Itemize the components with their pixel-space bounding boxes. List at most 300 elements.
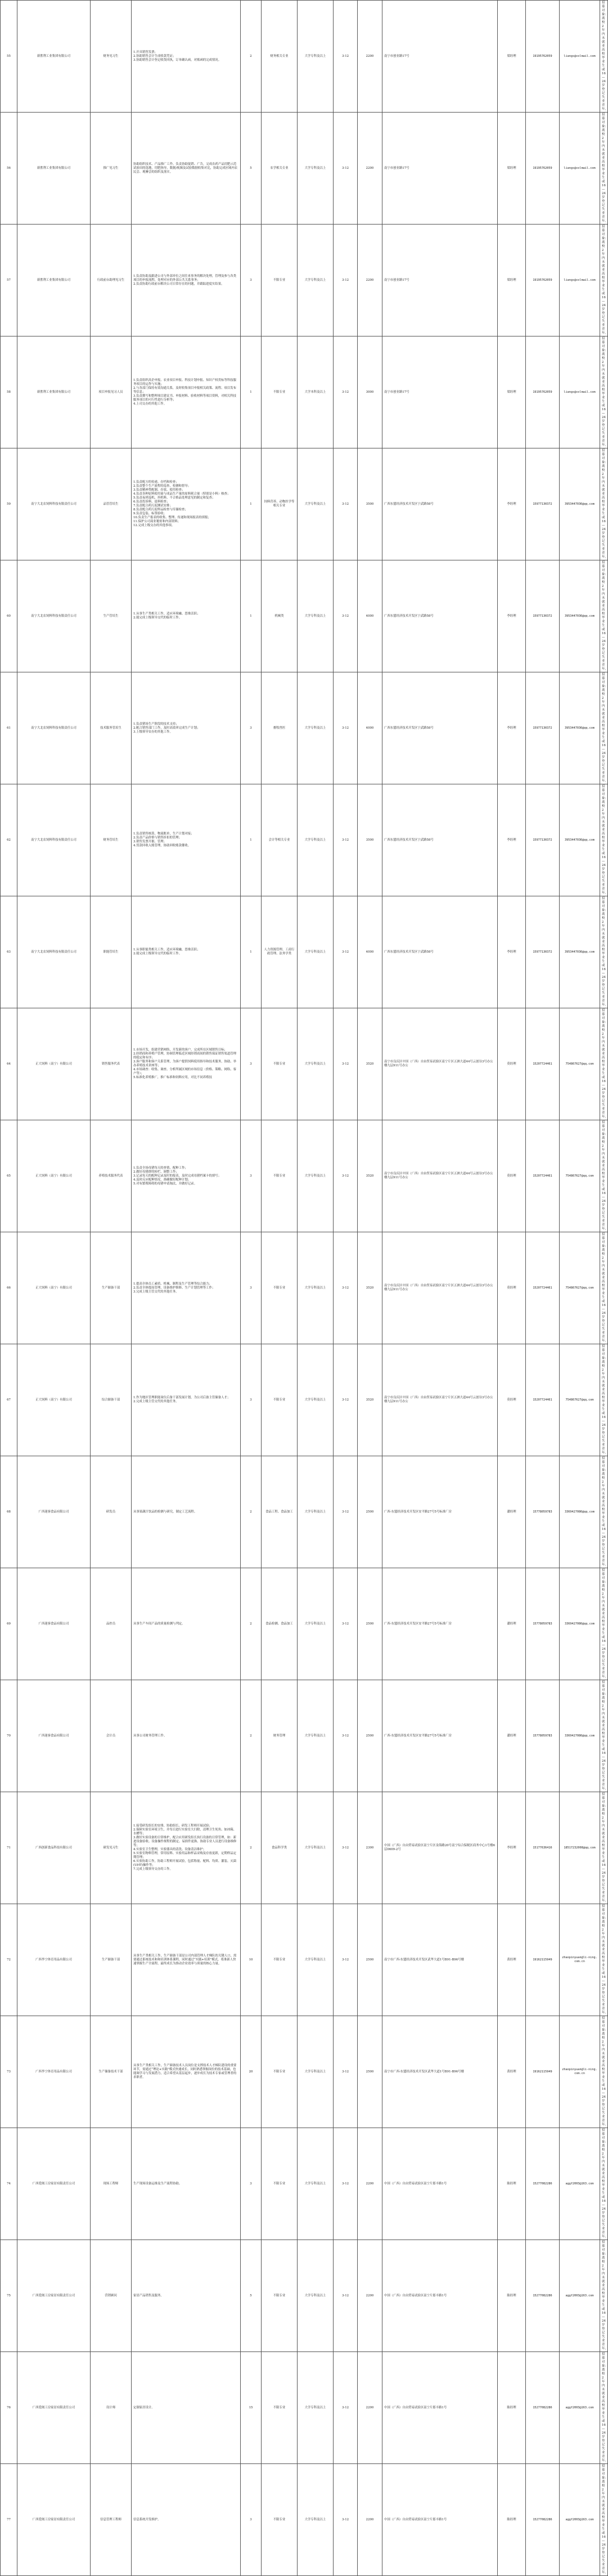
cell-address: 广西-东盟经济技术开发区安平路27号5号标准厂房 bbox=[382, 1568, 498, 1680]
cell-term: 3-12 bbox=[334, 1456, 358, 1568]
cell-company: 南宁大北农饲料科技有限责任公司 bbox=[17, 672, 91, 784]
cell-major: 食品检测、食品加工 bbox=[262, 1568, 298, 1680]
cell-education: 大学专科及以上 bbox=[298, 1232, 334, 1344]
cell-duties: 从事生产车间产品的质量检测与判定。 bbox=[132, 1568, 241, 1680]
cell-phone: 19162115949 bbox=[526, 1904, 560, 2016]
cell-contact: 李经理 bbox=[498, 1792, 526, 1904]
cell-contact: 黄经理 bbox=[498, 1904, 526, 2016]
cell-email: 3369427086@qq.com bbox=[560, 1680, 600, 1792]
cell-education: 大学专科及以上 bbox=[298, 1792, 334, 1904]
cell-position: 综合储备干部 bbox=[91, 1344, 132, 1456]
cell-major: 不限专业 bbox=[262, 2352, 298, 2464]
cell-company: 正大饲料（南宁）有限公司 bbox=[17, 1008, 91, 1120]
cell-count: 3 bbox=[241, 1120, 262, 1232]
cell-email: liangs@xslmail.com bbox=[560, 336, 600, 448]
cell-duties: 协助组织技术、产品推广工作。负责协助促销、广告，完成农药产品用肥示范试验田的选地，用肥指导，数据/视频及试验数据收集对比，协助完成区域内农民会、观摩会的组织及落实。 bbox=[132, 113, 241, 225]
cell-term: 3-12 bbox=[334, 2240, 358, 2352]
cell-position: 技术服务管培生 bbox=[91, 672, 132, 784]
cell-phone: 15778059783 bbox=[526, 1456, 560, 1568]
cell-company: 新胜利工业集团有限公司 bbox=[17, 113, 91, 225]
cell-company: 广西爱阁工房家居有限责任公司 bbox=[17, 2464, 91, 2576]
cell-phone: 15207724461 bbox=[526, 1232, 560, 1344]
cell-education: 大学专科及以上 bbox=[298, 672, 334, 784]
cell-company: 广西迷客食品有限公司 bbox=[17, 1456, 91, 1568]
cell-education: 大学专科及以上 bbox=[298, 1008, 334, 1120]
cell-count: 3 bbox=[241, 1008, 262, 1120]
cell-education: 大学专科及以上 bbox=[298, 225, 334, 336]
cell-subsidy: 2200 bbox=[358, 2128, 382, 2240]
cell-position: 信息管理工程师 bbox=[91, 2464, 132, 2576]
cell-phone: 15977130372 bbox=[526, 672, 560, 784]
cell-no: 56 bbox=[1, 113, 17, 225]
cell-term: 3-12 bbox=[334, 2352, 358, 2464]
cell-education: 大学专科及以上 bbox=[298, 1, 334, 113]
table-row bbox=[1, 2128, 608, 2240]
cell-duties: 从事生产类相关工作，生产储备干部是公司内部管理人才梯队的关键人口，需要通过系统技术和和培训体系课程，同时通过“实践+培训”模式，将准新人快速掌握生产全流程，最终成长为推动企业效率与质量的核心力量。 bbox=[132, 1904, 241, 2016]
cell-no: 71 bbox=[1, 1792, 17, 1904]
cell-notes: 招募对象：离校2年内未就业高校毕业生或16—24岁登记失业青年。 bbox=[600, 672, 608, 784]
cell-term: 3-12 bbox=[334, 784, 358, 896]
cell-no: 69 bbox=[1, 1568, 17, 1680]
cell-no: 57 bbox=[1, 225, 17, 336]
cell-subsidy: 2200 bbox=[358, 113, 382, 225]
cell-contact: 潘经理 bbox=[498, 1456, 526, 1568]
cell-term: 3-12 bbox=[334, 1, 358, 113]
cell-subsidy: 2200 bbox=[358, 2352, 382, 2464]
cell-contact: 梁经理 bbox=[498, 113, 526, 225]
cell-contact: 李经理 bbox=[498, 672, 526, 784]
cell-major: 财务相关专业 bbox=[262, 1, 298, 113]
cell-contact: 潘经理 bbox=[498, 1568, 526, 1680]
cell-address: 广西东盟经济技术开发区宁武路58号 bbox=[382, 560, 498, 672]
cell-major: 不限专业 bbox=[262, 336, 298, 448]
cell-address: 广西东盟经济技术开发区宁武路58号 bbox=[382, 896, 498, 1008]
cell-duties: 1.负责猪场生产阶段的技术支持； 2.配合销售部门工作，及时高效率完成生产计划； 3.上级领导安办的其他工作。 bbox=[132, 672, 241, 784]
cell-no: 62 bbox=[1, 784, 17, 896]
cell-duties: 生产现场设备运维及生产流程协助。 bbox=[132, 2128, 241, 2240]
cell-no: 68 bbox=[1, 1456, 17, 1568]
cell-company: 正大饲料（南宁）有限公司 bbox=[17, 1120, 91, 1232]
cell-notes: 招募对象：离校2年内未就业高校毕业生或16—24岁登记失业青年。 bbox=[600, 2128, 608, 2240]
cell-position: 销售服务代表 bbox=[91, 1008, 132, 1120]
cell-subsidy: 3520 bbox=[358, 1120, 382, 1232]
cell-count: 2 bbox=[241, 1568, 262, 1680]
cell-position: 项目申报见习人员 bbox=[91, 336, 132, 448]
cell-education: 大学本科及以上 bbox=[298, 336, 334, 448]
cell-subsidy: 2200 bbox=[358, 225, 382, 336]
cell-phone: 15177636416 bbox=[526, 1792, 560, 1904]
cell-term: 3-12 bbox=[334, 448, 358, 560]
cell-no: 66 bbox=[1, 1232, 17, 1344]
cell-email: aggf2003@163.com bbox=[560, 2352, 600, 2464]
cell-major: 畜牧兽医 bbox=[262, 672, 298, 784]
cell-no: 67 bbox=[1, 1344, 17, 1456]
table-row bbox=[1, 1792, 608, 1904]
cell-email: aggf2003@163.com bbox=[560, 2128, 600, 2240]
cell-subsidy: 4000 bbox=[358, 672, 382, 784]
cell-notes: 招募对象：离校2年内未就业高校毕业生或16—24岁登记失业青年。 bbox=[600, 2016, 608, 2128]
cell-term: 3-12 bbox=[334, 1792, 358, 1904]
cell-notes: 招募对象：离校2年内未就业高校毕业生或16—24岁登记失业青年。 bbox=[600, 1008, 608, 1120]
cell-no: 64 bbox=[1, 1008, 17, 1120]
cell-contact: 陈经理 bbox=[498, 2128, 526, 2240]
cell-duties: 从事生产类相关工作，生产储备技术人员岗位是支撑技术人才梯队建设的重要环节，需通过“理论+实践”模式快速成长，同时熟悉掌握岗位的技术基础，也能调学习与发展潜力，适合希望从基层起步，逐步成长为技术专家或管理者的求职者。 bbox=[132, 2016, 241, 2128]
cell-count: 3 bbox=[241, 1344, 262, 1456]
cell-duties: 1.开具销售发票； 2.协助销售会计生成收款凭证； 3.协助销售会计登记收货回执，订单确认函，对账函的完成情况。 bbox=[132, 1, 241, 113]
cell-notes: 招募对象：离校2年内未就业高校毕业生或16—24岁登记失业青年。 bbox=[600, 1344, 608, 1456]
cell-duties: 1.负责组织高企申报、农业项目申报、科技计划申报、知识产权贯标等科技服务项目的运作与实施； 2.与各部门保持有效沟通关系，及时收集项目申报相关政策、流程、项目发布等信息； 3.负责撰写和整理项目建议书、申报材料、验收材料等项目资料，对相关科技服务项目的可行性进行分析等； 4.上司交办的其他工作。 bbox=[132, 336, 241, 448]
cell-phone: 15977130372 bbox=[526, 560, 560, 672]
cell-education: 大学专科及以上 bbox=[298, 2352, 334, 2464]
cell-phone: 15977130372 bbox=[526, 448, 560, 560]
cell-company: 新胜利工业集团有限公司 bbox=[17, 225, 91, 336]
cell-notes: 招募对象：离校2年内未就业高校毕业生或16—24岁登记失业青年。 bbox=[600, 113, 608, 225]
table-row bbox=[1, 560, 608, 672]
cell-term: 3-12 bbox=[334, 896, 358, 1008]
cell-address: 南宁市良庆区中国（广西）自由贸易试验区南宁片区五洲大道44号云创谷3号办公楼九层911号办公 bbox=[382, 1232, 498, 1344]
cell-address: 广西东盟经济技术开发区宁武路58号 bbox=[382, 448, 498, 560]
cell-no: 76 bbox=[1, 2352, 17, 2464]
cell-no: 58 bbox=[1, 336, 17, 448]
cell-no: 70 bbox=[1, 1680, 17, 1792]
cell-education: 大学专科及以上 bbox=[298, 1456, 334, 1568]
cell-major: 饲料营养、动物医学等相关专业 bbox=[262, 448, 298, 560]
cell-subsidy: 3500 bbox=[358, 448, 382, 560]
cell-address: 广西-东盟经济技术开发区安平路27号5号标准厂房 bbox=[382, 1680, 498, 1792]
cell-no: 74 bbox=[1, 2128, 17, 2240]
cell-major: 不限专业 bbox=[262, 2464, 298, 2576]
table-row bbox=[1, 336, 608, 448]
cell-major: 食品工程、食品加工 bbox=[262, 1456, 298, 1568]
cell-subsidy: 2200 bbox=[358, 1, 382, 113]
cell-education: 大学专科及以上 bbox=[298, 784, 334, 896]
cell-notes: 招募对象：离校2年内未就业高校毕业生或16—24岁登记失业青年。 bbox=[600, 336, 608, 448]
cell-duties: 1.从事生产类相关工作，适应环境融、思维活跃； 2.能完成上级领导交代的临时工作。 bbox=[132, 560, 241, 672]
cell-contact: 陈经理 bbox=[498, 2464, 526, 2576]
cell-company: 广西李宁体育用品有限公司 bbox=[17, 2016, 91, 2128]
table-row bbox=[1, 2016, 608, 2128]
cell-notes: 招募对象：离校2年内未就业高校毕业生或16—24岁登记失业青年。 bbox=[600, 2464, 608, 2576]
cell-position: 营销顾问 bbox=[91, 2240, 132, 2352]
table-row bbox=[1, 1456, 608, 1568]
cell-count: 2 bbox=[241, 1, 262, 113]
cell-term: 3-12 bbox=[334, 1904, 358, 2016]
cell-duties: 定制家居设计。 bbox=[132, 2352, 241, 2464]
cell-education: 大学专科及以上 bbox=[298, 2464, 334, 2576]
cell-major: 机械类 bbox=[262, 560, 298, 672]
cell-contact: 梁经理 bbox=[498, 225, 526, 336]
cell-major: 不限专业 bbox=[262, 1232, 298, 1344]
cell-address: 中国（广西）自由贸易试验区南宁片那丰路1号 bbox=[382, 2240, 498, 2352]
cell-email: zhaopinyuan@li-ning.com.cn bbox=[560, 2016, 600, 2128]
cell-notes: 招募对象：离校2年内未就业高校毕业生或16—24岁登记失业青年。 bbox=[600, 1120, 608, 1232]
cell-company: 广西李宁体育用品有限公司 bbox=[17, 1904, 91, 2016]
cell-phone: 15277082286 bbox=[526, 2128, 560, 2240]
cell-education: 大学专科及以上 bbox=[298, 1904, 334, 2016]
table-row bbox=[1, 2464, 608, 2576]
cell-position: 生产管培生 bbox=[91, 560, 132, 672]
cell-company: 广西创新食品科技有限公司 bbox=[17, 1792, 91, 1904]
cell-no: 73 bbox=[1, 2016, 17, 2128]
cell-phone: 19162115949 bbox=[526, 2016, 560, 2128]
cell-education: 大学专科及以上 bbox=[298, 1568, 334, 1680]
cell-notes: 招募对象：离校2年内未就业高校毕业生或16—24岁登记失业青年。 bbox=[600, 1456, 608, 1568]
cell-duties: 从事果蔬汁饮品的检测与研究，制定工艺流程。 bbox=[132, 1456, 241, 1568]
cell-major: 不限专业 bbox=[262, 1008, 298, 1120]
cell-position: 研发员 bbox=[91, 1456, 132, 1568]
cell-term: 3-12 bbox=[334, 225, 358, 336]
cell-no: 63 bbox=[1, 896, 17, 1008]
cell-duties: 1.负责全场母猪每天的查情、配种工作； 2.做好母猪群的转栏、调整工作； 3.记录每天的配种记录及时的报表，及时完成母猪档案卡的填写； 4.及时反应配种情况，准确做好配种计划； 5.对有繁殖障碍的母猪申请淘汰，并做好记录。 bbox=[132, 1120, 241, 1232]
cell-term: 3-12 bbox=[334, 1344, 358, 1456]
cell-education: 大学专科及以上 bbox=[298, 2128, 334, 2240]
cell-education: 大学专科及以上 bbox=[298, 560, 334, 672]
cell-education: 大学专科及以上 bbox=[298, 448, 334, 560]
cell-position: 品管管培生 bbox=[91, 448, 132, 560]
cell-notes: 招募对象：离校2年内未就业高校毕业生或16—24岁登记失业青年。 bbox=[600, 1568, 608, 1680]
cell-major: 农学相关专业 bbox=[262, 113, 298, 225]
cell-notes: 招募对象：离校2年内未就业高校毕业生或16—24岁登记失业青年。 bbox=[600, 896, 608, 1008]
cell-position: 会计员 bbox=[91, 1680, 132, 1792]
cell-no: 75 bbox=[1, 2240, 17, 2352]
cell-subsidy: 2200 bbox=[358, 2464, 382, 2576]
cell-duties: 信息系统开发维护。 bbox=[132, 2464, 241, 2576]
cell-count: 3 bbox=[241, 2464, 262, 2576]
cell-company: 广西爱阁工房家居有限责任公司 bbox=[17, 2128, 91, 2240]
cell-phone: 15778059783 bbox=[526, 1680, 560, 1792]
cell-contact: 李经理 bbox=[498, 448, 526, 560]
cell-contact: 莫经理 bbox=[498, 1344, 526, 1456]
cell-major: 不限专业 bbox=[262, 2240, 298, 2352]
cell-position: 品控员 bbox=[91, 1568, 132, 1680]
cell-phone: 15778059783 bbox=[526, 1568, 560, 1680]
cell-duties: 1.负责协助及跟进公司与外部单位之间往来事务的解决处理，管理及参与各类项目的申报流程，处理对应的外部公共关系事务； 2.负责协助行政前台解决公司日常存在的问题，并跟踪进度实结果。 bbox=[132, 225, 241, 336]
cell-term: 3-12 bbox=[334, 560, 358, 672]
cell-term: 3-12 bbox=[334, 2016, 358, 2128]
cell-company: 南宁大北农饲料科技有限责任公司 bbox=[17, 448, 91, 560]
cell-term: 3-12 bbox=[334, 1008, 358, 1120]
cell-duties: 1.接受研发组长的安排，协助组长、研发工程师开展试验； 2.保障实验室环境卫生，并每日进行实验室大扫除，清理卫生死角、如冰箱、水槽等； 3.做好实验设备的日常维护，配合应用研发组长执行设备的日常管理，如：新进设备验收、设备操作规程的制定、易损件更换、协助专业人员进行设备维修等； 4.实验室卫生整理，实验器具的清洗、设备清洁维护； 5.实验室物料管理，常用原料、实验用品和样品采购及存放更新，定期样品定期管理； 6.实验协助工作，协助工程师开展试验，包括称量、配料、均质、灌装、灭菌(UHT)操作等； 7.完成上级领导交办的工作。 bbox=[132, 1792, 241, 1904]
cell-subsidy: 3520 bbox=[358, 1008, 382, 1120]
cell-count: 5 bbox=[241, 113, 262, 225]
cell-duties: 1.负责销售核算，物流账单，生产计划对接； 2.负责产品价格与销售折扣的管理； 3.销售发票开据、管理； 4.货款回收入账管理，协助回收账款催收。 bbox=[132, 784, 241, 896]
table-row bbox=[1, 784, 608, 896]
cell-count: 1 bbox=[241, 784, 262, 896]
cell-major: 不限专业 bbox=[262, 2016, 298, 2128]
cell-phone: 15207724461 bbox=[526, 1008, 560, 1120]
cell-email: 3953447036@qq.com bbox=[560, 896, 600, 1008]
cell-company: 正大饲料（南宁）有限公司 bbox=[17, 1344, 91, 1456]
cell-subsidy: 3520 bbox=[358, 1344, 382, 1456]
cell-term: 3-12 bbox=[334, 1232, 358, 1344]
cell-email: liangs@xslmail.com bbox=[560, 1, 600, 113]
cell-count: 10 bbox=[241, 1904, 262, 2016]
cell-term: 3-12 bbox=[334, 113, 358, 225]
cell-notes: 招募对象：离校2年内未就业高校毕业生或16—24岁登记失业青年。 bbox=[600, 448, 608, 560]
cell-contact: 莫经理 bbox=[498, 1120, 526, 1232]
cell-count: 2 bbox=[241, 1456, 262, 1568]
cell-count: 1 bbox=[241, 448, 262, 560]
cell-phone: 15277082286 bbox=[526, 2464, 560, 2576]
cell-term: 3-12 bbox=[334, 1120, 358, 1232]
cell-phone: 15977130372 bbox=[526, 896, 560, 1008]
cell-email: 3369427086@qq.com bbox=[560, 1456, 600, 1568]
cell-term: 3-12 bbox=[334, 1568, 358, 1680]
cell-duties: 从事公司财务管理工作。 bbox=[132, 1680, 241, 1792]
cell-address: 广西-东盟经济技术开发区安平路27号5号标准厂房 bbox=[382, 1456, 498, 1568]
cell-count: 1 bbox=[241, 336, 262, 448]
cell-company: 正大饲料（南宁）有限公司 bbox=[17, 1232, 91, 1344]
cell-company: 广西爱阁工房家居有限责任公司 bbox=[17, 2352, 91, 2464]
cell-company: 广西迷客食品有限公司 bbox=[17, 1568, 91, 1680]
cell-position: 养殖技术服务代表 bbox=[91, 1120, 132, 1232]
cell-subsidy: 2500 bbox=[358, 1456, 382, 1568]
cell-address: 南宁市良庆区中国（广西）自由贸易试验区南宁片区五洲大道44号云创谷3号办公楼九层911号办公 bbox=[382, 1008, 498, 1120]
cell-count: 5 bbox=[241, 2240, 262, 2352]
cell-subsidy: 4000 bbox=[358, 896, 382, 1008]
cell-notes: 招募对象：离校2年内未就业高校毕业生或16—24岁登记失业青年。 bbox=[600, 2352, 608, 2464]
cell-notes: 招募对象：离校2年内未就业高校毕业生或16—24岁登记失业青年。 bbox=[600, 1792, 608, 1904]
cell-duties: 1.作为地区管理职能岗位后备干部发展计划，为公司后备主管储备人才； 2.完成上级主管交代的其他任务。 bbox=[132, 1344, 241, 1456]
cell-address: 南宁市创业路17号 bbox=[382, 113, 498, 225]
cell-phone: 15277082286 bbox=[526, 2352, 560, 2464]
cell-subsidy: 2500 bbox=[358, 1568, 382, 1680]
table-row bbox=[1, 1232, 608, 1344]
table-row bbox=[1, 225, 608, 336]
cell-term: 3-12 bbox=[334, 336, 358, 448]
cell-education: 大学专科及以上 bbox=[298, 1680, 334, 1792]
cell-email: aggf2003@163.com bbox=[560, 2240, 600, 2352]
table-row bbox=[1, 2352, 608, 2464]
cell-term: 3-12 bbox=[334, 2464, 358, 2576]
cell-position: 财务见习生 bbox=[91, 1, 132, 113]
table-row bbox=[1, 448, 608, 560]
cell-major: 不限专业 bbox=[262, 1904, 298, 2016]
cell-contact: 陈经理 bbox=[498, 2352, 526, 2464]
cell-no: 72 bbox=[1, 1904, 17, 2016]
table-row bbox=[1, 1568, 608, 1680]
cell-email: 3369427086@qq.com bbox=[560, 1568, 600, 1680]
cell-company: 广西迷客食品有限公司 bbox=[17, 1680, 91, 1792]
cell-subsidy: 2500 bbox=[358, 2016, 382, 2128]
table-row bbox=[1, 1008, 608, 1120]
cell-education: 大学专科及以上 bbox=[298, 896, 334, 1008]
cell-count: 2 bbox=[241, 1680, 262, 1792]
cell-position: 生产储备干部 bbox=[91, 1904, 132, 2016]
cell-address: 中国（广西）自由贸易试验区南宁片区金海路20号南宁综合保税区商务中心1号楼6层0609-2号 bbox=[382, 1792, 498, 1904]
cell-duties: 1.负责配方的传递、存档和检查； 2.负责整个生产流程的巡查、检测和督导； 3.负责精神类配制、存放、使用检查； 4.负责各种原料使用量与成品生产量的原料耗合量（特别是小料）核查； 5.负责夜班巡机、抖机料、不合格品处理意见的制定和复查； 6.负责投诉料、退料检查； 7.负责配合药污泥测试安排； 8.负责配合药污泥样品检查与库储检查； 9.负责包装、标签验收； 10.负责生产报表的收集、整理、传递和现场报表的填报； 11.保护公司商业秘密和内部资料； 12.完成上级交办的其他事项。 bbox=[132, 448, 241, 560]
cell-no: 77 bbox=[1, 2464, 17, 2576]
cell-address: 南宁市良庆区中国（广西）自由贸易试验区南宁片区五洲大道44号云创谷3号办公楼九层911号办公 bbox=[382, 1344, 498, 1456]
cell-no: 59 bbox=[1, 448, 17, 560]
cell-count: 20 bbox=[241, 2016, 262, 2128]
cell-company: 南宁大北农饲料科技有限责任公司 bbox=[17, 784, 91, 896]
cell-address: 南宁市广西-东盟经济技术开发区武华大道1号B91-B96号楼 bbox=[382, 2016, 498, 2128]
cell-duties: 1.从事职能类相关工作，适应环境融，思维活跃； 2.能完成上级领导交代的临时工作。 bbox=[132, 896, 241, 1008]
table-row bbox=[1, 2240, 608, 2352]
cell-notes: 招募对象：离校2年内未就业高校毕业生或16—24岁登记失业青年。 bbox=[600, 1904, 608, 2016]
cell-notes: 招募对象：离校2年内未就业高校毕业生或16—24岁登记失业青年。 bbox=[600, 1, 608, 113]
cell-email: 18517232008@qq.com bbox=[560, 1792, 600, 1904]
cell-term: 3-12 bbox=[334, 672, 358, 784]
cell-contact: 梁经理 bbox=[498, 1, 526, 113]
cell-address: 中国（广西）自由贸易试验区南宁片那丰路1号 bbox=[382, 2352, 498, 2464]
cell-subsidy: 2200 bbox=[358, 2240, 382, 2352]
cell-position: 职能管培生 bbox=[91, 896, 132, 1008]
cell-count: 3 bbox=[241, 2128, 262, 2240]
cell-contact: 李经理 bbox=[498, 896, 526, 1008]
table-row bbox=[1, 1680, 608, 1792]
cell-count: 3 bbox=[241, 672, 262, 784]
cell-email: liangs@xslmail.com bbox=[560, 113, 600, 225]
cell-email: 754867627@qq.com bbox=[560, 1232, 600, 1344]
cell-contact: 李经理 bbox=[498, 784, 526, 896]
cell-major: 会计等相关专业 bbox=[262, 784, 298, 896]
cell-contact: 莫经理 bbox=[498, 1008, 526, 1120]
cell-subsidy: 2500 bbox=[358, 1680, 382, 1792]
cell-company: 南宁大北农饲料科技有限责任公司 bbox=[17, 560, 91, 672]
cell-company: 南宁大北农饲料科技有限责任公司 bbox=[17, 896, 91, 1008]
cell-position: 现场工程师 bbox=[91, 2128, 132, 2240]
cell-email: 3953447036@qq.com bbox=[560, 672, 600, 784]
cell-education: 大学专科及以上 bbox=[298, 1344, 334, 1456]
cell-term: 3-12 bbox=[334, 2128, 358, 2240]
cell-no: 60 bbox=[1, 560, 17, 672]
table-row bbox=[1, 1904, 608, 2016]
cell-count: 2 bbox=[241, 1792, 262, 1904]
cell-count: 3 bbox=[241, 1232, 262, 1344]
cell-position: 推广见习生 bbox=[91, 113, 132, 225]
cell-address: 广西东盟经济技术开发区宁武路58号 bbox=[382, 672, 498, 784]
cell-notes: 招募对象：离校2年内未就业高校毕业生或16—24岁登记失业青年。 bbox=[600, 1232, 608, 1344]
cell-notes: 招募对象：离校2年内未就业高校毕业生或16—24岁登记失业青年。 bbox=[600, 560, 608, 672]
cell-subsidy: 2300 bbox=[358, 1792, 382, 1904]
cell-email: 3953447036@qq.com bbox=[560, 784, 600, 896]
table-row bbox=[1, 113, 608, 225]
cell-no: 55 bbox=[1, 1, 17, 113]
cell-subsidy: 3000 bbox=[358, 336, 382, 448]
cell-no: 61 bbox=[1, 672, 17, 784]
cell-email: aggf2003@163.com bbox=[560, 2464, 600, 2576]
cell-duties: 1.市场开发，组建营销网络，开发新的客户，完成所在区域销售目标； 2.经销商和养殖户管理，协调管理临近区域经销商间的销售保证销售渠道管理的稳定和有序； 3.客户服务和客户关系管理，为客户提供饲料使用指导和技术服务，协助、举办养殖技术讲座等； 4.市场调查：收集、调查、分析所属区域的市场信息（价格、策略、网络、客户等）； 5.标准化养殖推广，推广标准和饲料应用，对比不同养殖技 bbox=[132, 1008, 241, 1120]
cell-phone: 15207724461 bbox=[526, 1344, 560, 1456]
cell-email: 754867627@qq.com bbox=[560, 1344, 600, 1456]
cell-education: 大学专科及以上 bbox=[298, 113, 334, 225]
cell-phone: 15207724461 bbox=[526, 1120, 560, 1232]
cell-notes: 招募对象：离校2年内未就业高校毕业生或16—24岁登记失业青年。 bbox=[600, 2240, 608, 2352]
cell-education: 大学专科及以上 bbox=[298, 2016, 334, 2128]
cell-major: 不限专业 bbox=[262, 2128, 298, 2240]
cell-count: 3 bbox=[241, 225, 262, 336]
cell-address: 南宁市创业路17号 bbox=[382, 1, 498, 113]
cell-notes: 招募对象：离校2年内未就业高校毕业生或16—24岁登记失业青年。 bbox=[600, 1680, 608, 1792]
cell-phone: 15277082286 bbox=[526, 2240, 560, 2352]
cell-company: 新胜利工业集团有限公司 bbox=[17, 1, 91, 113]
cell-address: 南宁市创业路17号 bbox=[382, 336, 498, 448]
cell-major: 食品科学类 bbox=[262, 1792, 298, 1904]
cell-count: 1 bbox=[241, 896, 262, 1008]
table-row bbox=[1, 1, 608, 113]
cell-company: 新胜利工业集团有限公司 bbox=[17, 336, 91, 448]
cell-education: 大学专科及以上 bbox=[298, 1120, 334, 1232]
cell-no: 65 bbox=[1, 1120, 17, 1232]
table-row bbox=[1, 896, 608, 1008]
cell-count: 15 bbox=[241, 2352, 262, 2464]
cell-duties: 家居产品销售及服务。 bbox=[132, 2240, 241, 2352]
cell-contact: 潘经理 bbox=[498, 1680, 526, 1792]
cell-contact: 黄经理 bbox=[498, 2016, 526, 2128]
cell-phone: 15977130372 bbox=[526, 784, 560, 896]
